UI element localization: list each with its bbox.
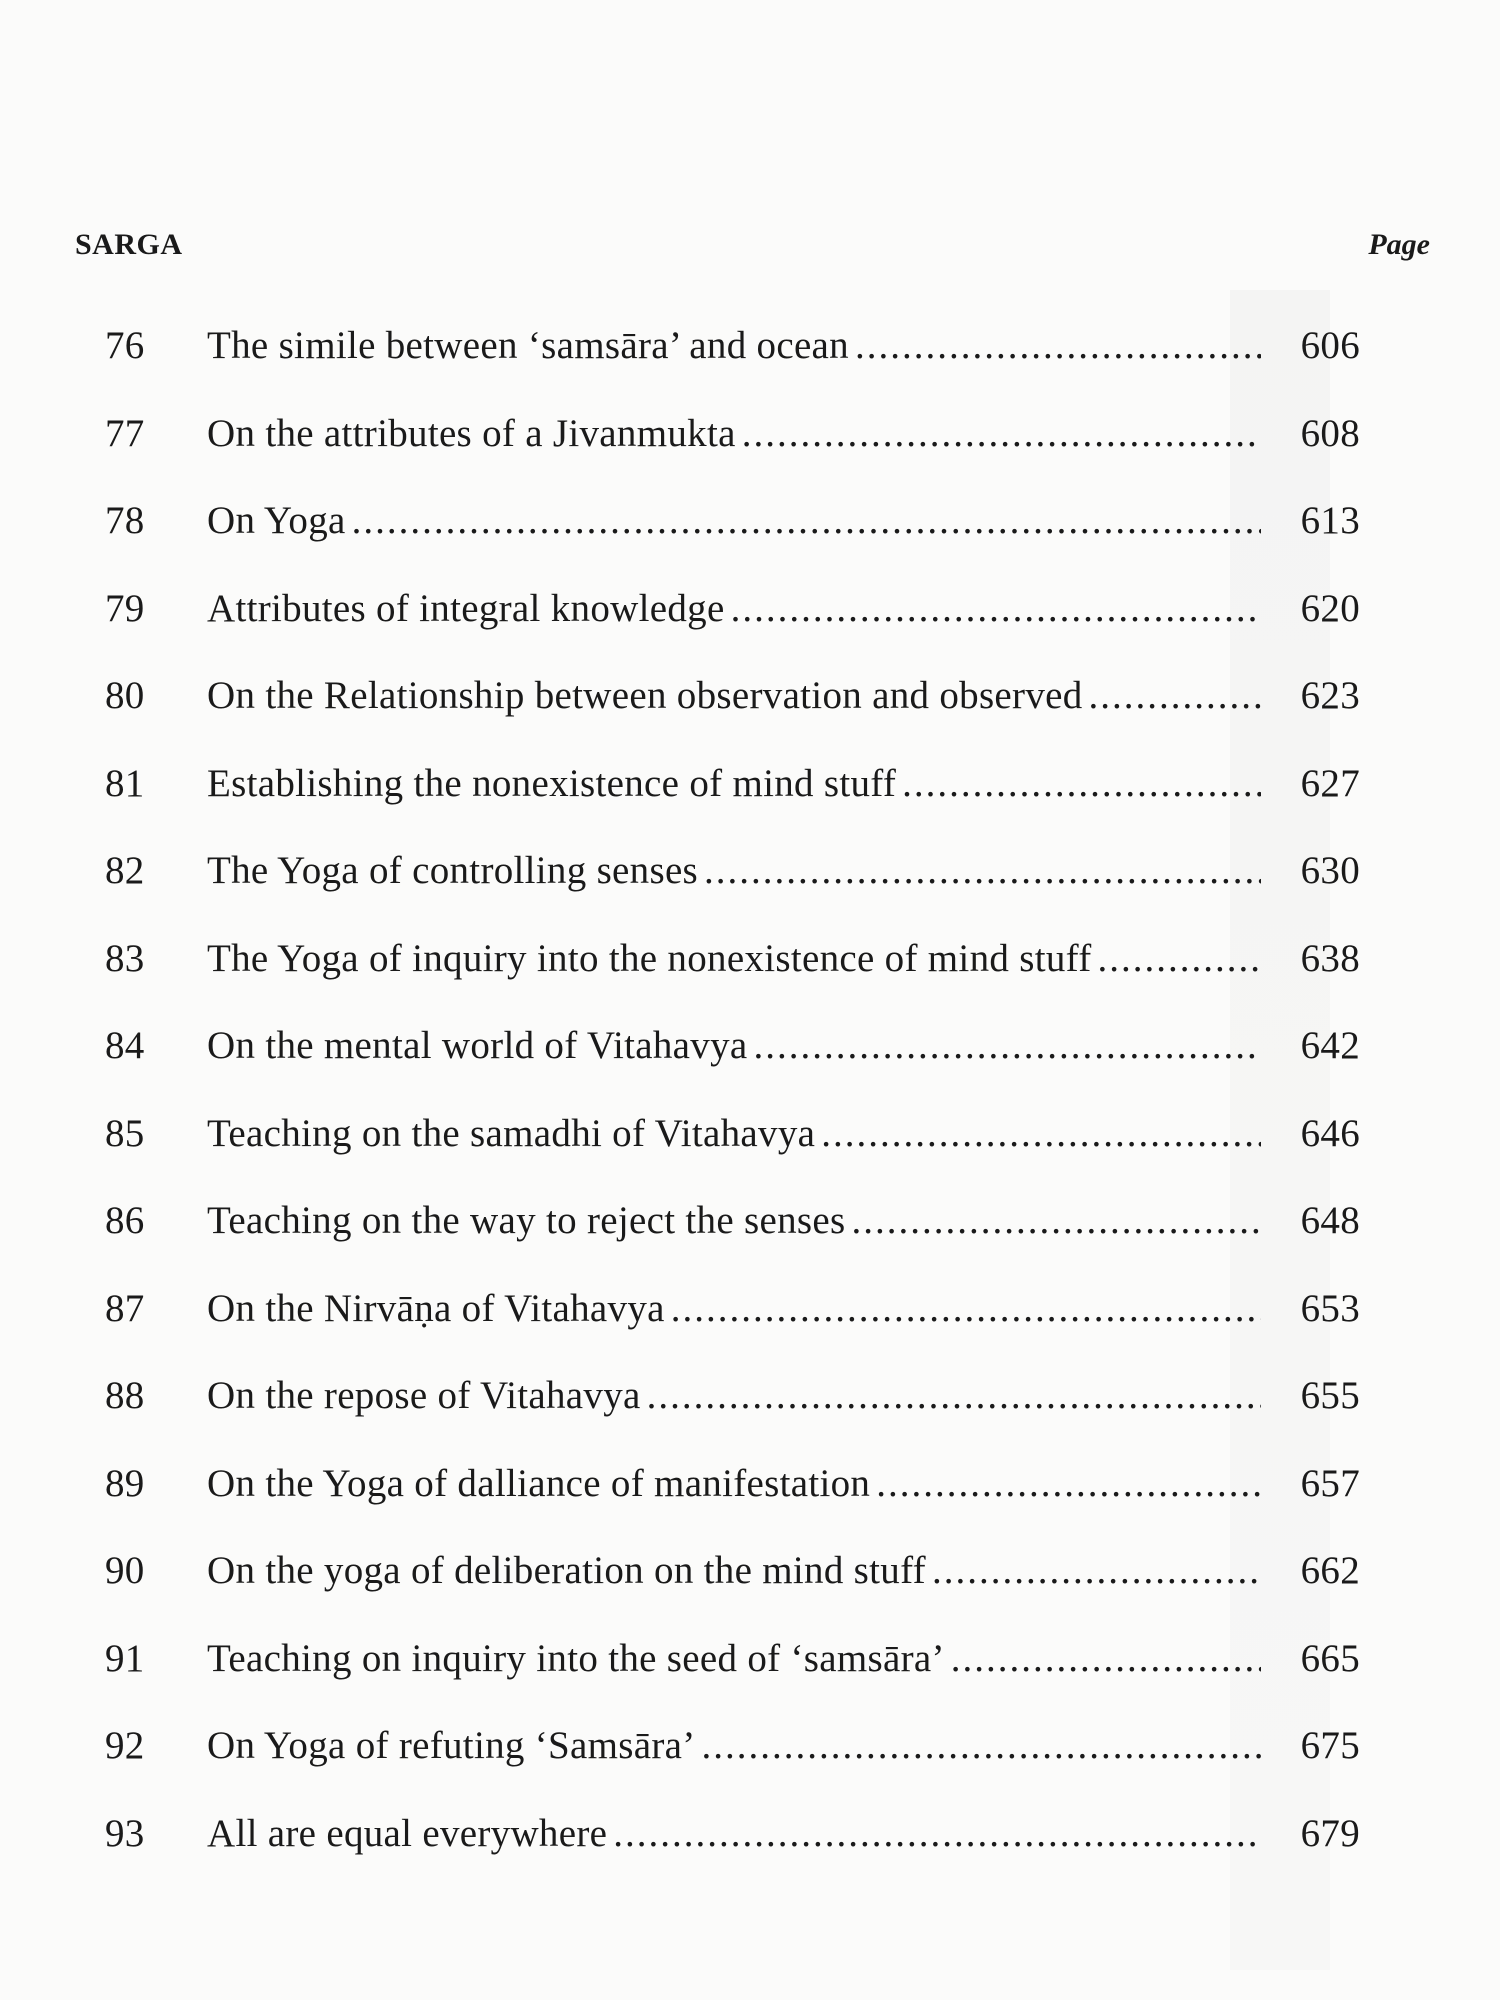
toc-entry xyxy=(105,1798,1360,1886)
entry-page: 662 xyxy=(1300,1549,1360,1592)
entry-number: 88 xyxy=(105,1374,145,1417)
dot-leader xyxy=(742,398,1261,470)
entry-page: 653 xyxy=(1300,1286,1360,1330)
entry-title: Teaching on inquiry into the seed of ‘samsāra’ xyxy=(207,1636,945,1680)
dot-leader xyxy=(731,573,1261,645)
entry-page: 638 xyxy=(1300,936,1360,980)
entry-title: On the Yoga of dalliance of manifestation xyxy=(207,1461,871,1505)
entry-page: 608 xyxy=(1300,411,1360,455)
toc-entry xyxy=(105,1010,1360,1098)
dot-leader xyxy=(704,835,1261,907)
entry-page: 627 xyxy=(1300,761,1360,805)
entry-number: 84 xyxy=(105,1024,145,1067)
dot-leader xyxy=(753,1010,1261,1082)
entry-number: 81 xyxy=(105,761,145,805)
entry-number: 83 xyxy=(105,936,145,980)
entry-number: 82 xyxy=(105,849,145,892)
dot-leader xyxy=(902,748,1261,820)
dot-leader xyxy=(702,1710,1261,1782)
entry-number: 78 xyxy=(105,499,145,542)
entry-number: 86 xyxy=(105,1199,145,1242)
toc-entry xyxy=(105,923,1360,1011)
table-of-contents xyxy=(105,310,1360,1885)
toc-entry xyxy=(105,485,1360,573)
entry-page: 648 xyxy=(1300,1199,1360,1242)
entry-title: On the repose of Vitahavya xyxy=(207,1374,641,1417)
toc-entry xyxy=(105,1185,1360,1273)
entry-number: 80 xyxy=(105,674,145,717)
entry-title: On the Relationship between observation and observed xyxy=(207,674,1083,717)
toc-entry xyxy=(105,1360,1360,1448)
entry-title: The simile between ‘samsāra’ and ocean xyxy=(207,324,849,367)
entry-title: The Yoga of inquiry into the nonexistence of mind stuff xyxy=(207,936,1092,980)
dot-leader xyxy=(821,1098,1261,1170)
dot-leader xyxy=(951,1623,1261,1695)
entry-number: 85 xyxy=(105,1111,145,1155)
toc-entry xyxy=(105,1448,1360,1536)
entry-title: On Yoga xyxy=(207,499,346,542)
toc-entry xyxy=(105,1623,1360,1711)
dot-leader xyxy=(671,1273,1261,1345)
entry-title: Teaching on the way to reject the senses xyxy=(207,1199,846,1242)
toc-entry xyxy=(105,398,1360,486)
toc-entry xyxy=(105,660,1360,748)
entry-title: On the Nirvāṇa of Vitahavya xyxy=(207,1286,665,1330)
entry-page: 620 xyxy=(1300,586,1360,630)
toc-header xyxy=(75,228,1430,268)
entry-title: Teaching on the samadhi of Vitahavya xyxy=(207,1111,816,1155)
entry-number: 87 xyxy=(105,1286,145,1330)
toc-entry xyxy=(105,748,1360,836)
toc-entry xyxy=(105,1273,1360,1361)
toc-entry xyxy=(105,835,1360,923)
header-page-label: Page xyxy=(1368,228,1430,261)
entry-number: 89 xyxy=(105,1461,145,1505)
toc-entry xyxy=(105,573,1360,661)
entry-number: 79 xyxy=(105,586,145,630)
entry-title: On Yoga of refuting ‘Samsāra’ xyxy=(207,1724,696,1767)
entry-page: 630 xyxy=(1300,849,1360,892)
entry-title: On the mental world of Vitahavya xyxy=(207,1024,748,1067)
entry-page: 606 xyxy=(1300,324,1360,367)
entry-page: 646 xyxy=(1300,1111,1360,1155)
entry-title: On the yoga of deliberation on the mind stuff xyxy=(207,1549,926,1592)
dot-leader xyxy=(855,310,1261,382)
toc-entry xyxy=(105,1098,1360,1186)
header-sarga-label: SARGA xyxy=(75,228,183,261)
dot-leader xyxy=(352,485,1261,557)
dot-leader xyxy=(613,1798,1261,1870)
entry-page: 665 xyxy=(1300,1636,1360,1680)
toc-entry xyxy=(105,1710,1360,1798)
entry-title: All are equal everywhere xyxy=(207,1811,608,1855)
dot-leader xyxy=(1098,923,1262,995)
entry-number: 76 xyxy=(105,324,145,367)
entry-page: 623 xyxy=(1300,674,1360,717)
entry-page: 675 xyxy=(1300,1724,1360,1767)
entry-title: On the attributes of a Jivanmukta xyxy=(207,411,736,455)
toc-entry xyxy=(105,1535,1360,1623)
entry-page: 655 xyxy=(1300,1374,1360,1417)
entry-number: 91 xyxy=(105,1636,145,1680)
entry-number: 90 xyxy=(105,1549,145,1592)
dot-leader xyxy=(647,1360,1261,1432)
entry-page: 613 xyxy=(1300,499,1360,542)
entry-title: The Yoga of controlling senses xyxy=(207,849,699,892)
dot-leader xyxy=(1089,660,1261,732)
entry-page: 657 xyxy=(1300,1461,1360,1505)
dot-leader xyxy=(851,1185,1261,1257)
toc-entry xyxy=(105,310,1360,398)
entry-title: Establishing the nonexistence of mind stuff xyxy=(207,761,897,805)
entry-number: 92 xyxy=(105,1724,145,1767)
entry-number: 93 xyxy=(105,1811,145,1855)
dot-leader xyxy=(932,1535,1261,1607)
entry-title: Attributes of integral knowledge xyxy=(207,586,725,630)
dot-leader xyxy=(876,1448,1261,1520)
entry-number: 77 xyxy=(105,411,145,455)
entry-page: 679 xyxy=(1300,1811,1360,1855)
entry-page: 642 xyxy=(1300,1024,1360,1067)
